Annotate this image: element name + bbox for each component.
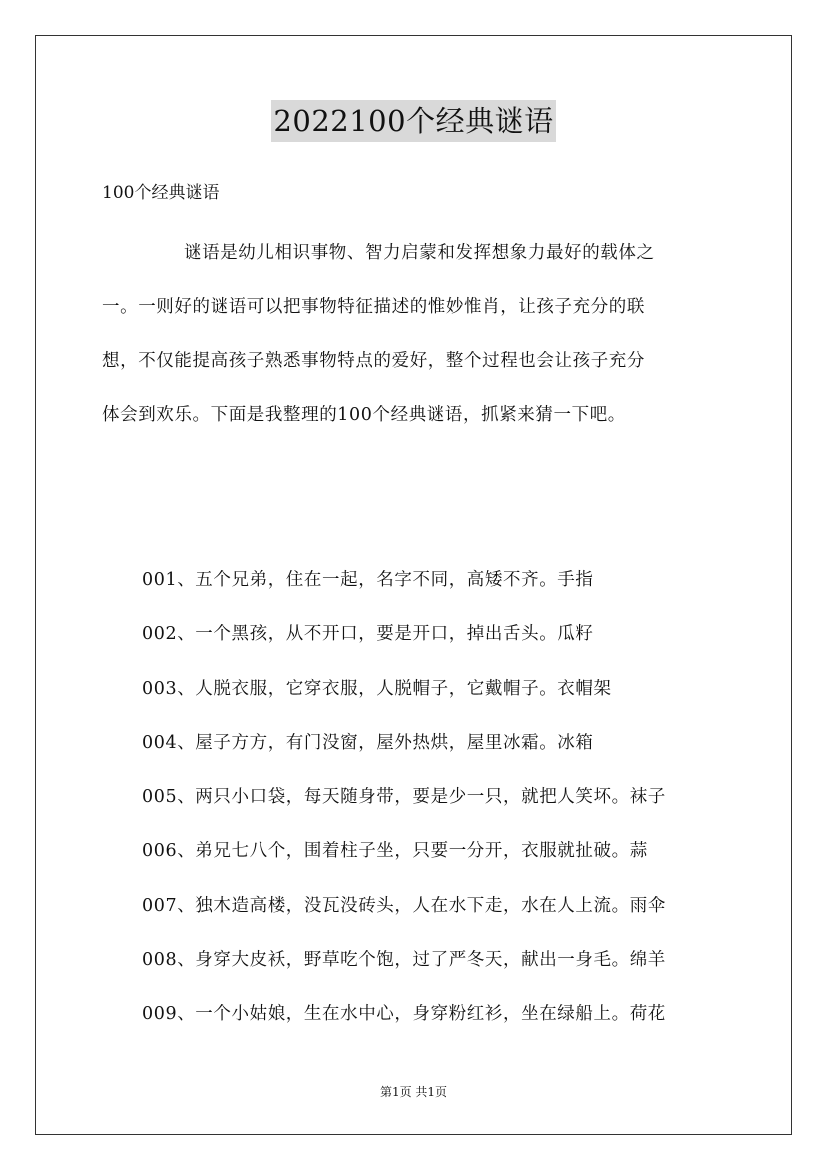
- riddle-item: 008、身穿大皮袄，野草吃个饱，过了严冬天，献出一身毛。绵羊: [142, 950, 666, 971]
- document-title: 2022100个经典谜语: [271, 100, 555, 142]
- intro-line: 想，不仅能提高孩子熟悉事物特点的爱好，整个过程也会让孩子充分: [102, 351, 645, 371]
- page-footer: 第1页 共1页: [379, 1085, 448, 1099]
- riddle-item: 005、两只小口袋，每天随身带，要是少一只，就把人笑坏。袜子: [142, 787, 666, 808]
- title-container: [0, 100, 827, 142]
- intro-paragraph: [102, 226, 730, 442]
- riddle-item: 006、弟兄七八个，围着柱子坐，只要一分开，衣服就扯破。蒜: [142, 841, 648, 862]
- intro-line: 体会到欢乐。下面是我整理的100个经典谜语，抓紧来猜一下吧。: [102, 405, 626, 425]
- riddle-list: [142, 553, 666, 1042]
- riddle-item: 009、一个小姑娘，生在水中心，身穿粉红衫，坐在绿船上。荷花: [142, 1004, 666, 1025]
- riddle-item: 003、人脱衣服，它穿衣服，人脱帽子，它戴帽子。衣帽架: [142, 678, 612, 699]
- document-subtitle: 100个经典谜语: [102, 183, 220, 203]
- riddle-item: 004、屋子方方，有门没窗，屋外热烘，屋里冰霜。冰箱: [142, 732, 594, 753]
- intro-line: 谜语是幼儿相识事物、智力启蒙和发挥想象力最好的载体之: [184, 243, 655, 263]
- riddle-item: 001、五个兄弟，住在一起，名字不同，高矮不齐。手指: [142, 570, 594, 590]
- riddle-item: 002、一个黑孩，从不开口，要是开口，掉出舌头。瓜籽: [142, 624, 594, 645]
- riddle-item: 007、独木造高楼，没瓦没砖头，人在水下走，水在人上流。雨伞: [142, 895, 666, 916]
- intro-line: 一。一则好的谜语可以把事物特征描述的惟妙惟肖，让孩子充分的联: [102, 297, 645, 317]
